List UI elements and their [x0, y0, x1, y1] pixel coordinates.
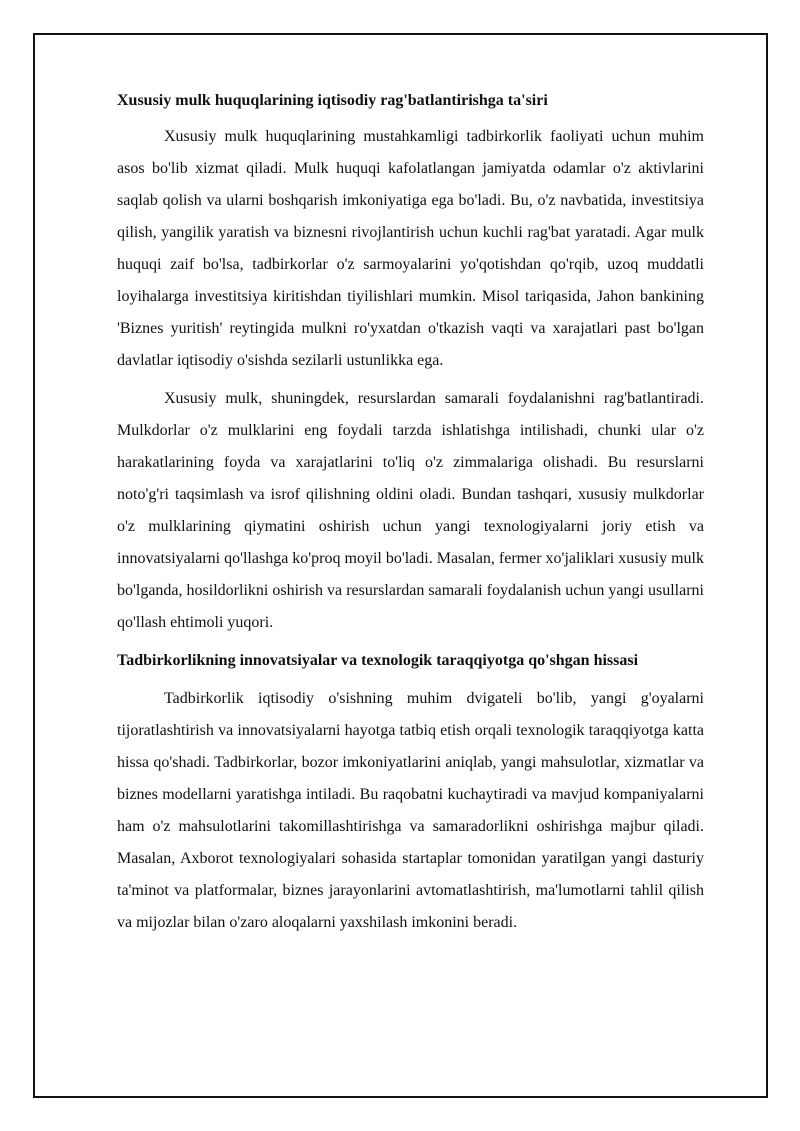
- paragraph: Xususiy mulk, shuningdek, resurslardan samarali foydalanishni rag'batlantiradi. Mulkdorlar o'z mulklarini eng foydali tarzda ishlatishga intilishadi, chunki ular o'z harakatlarining foyda va xarajatlarini to'liq o'z zimmalariga olishadi. Bu resurslarni noto'g'ri taqsimlash va isrof qilishning oldini oladi. Bundan tashqari, xususiy mulkdorlar o'z mulklarining qiymatini oshirish uchun yangi texnologiyalarni joriy etish va innovatsiyalarni qo'llashga ko'proq moyil bo'ladi. Masalan, fermer xo'jaliklari xususiy mulk bo'lganda, hosildorlikni oshirish va resurslardan samarali foydalanish uchun yangi usullarni qo'llash ehtimoli yuqori.: [117, 390, 704, 631]
- paragraph: Xususiy mulk huquqlarining mustahkamligi tadbirkorlik faoliyati uchun muhim asos bo'lib xizmat qiladi. Mulk huquqi kafolatlangan jamiyatda odamlar o'z aktivlarini saqlab qolish va ularni boshqarish imkoniyatiga ega bo'ladi. Bu, o'z navbatida, investitsiya qilish, yangilik yaratish va biznesni rivojlantirish uchun kuchli rag'bat yaratadi. Agar mulk huquqi zaif bo'lsa, tadbirkorlar o'z sarmoyalarini yo'qotishdan qo'rqib, uzoq muddatli loyihalarga investitsiya kiritishdan tiyilishlari mumkin. Misol tariqasida, Jahon bankining 'Biznes yuritish' reytingida mulkni ro'yxatdan o'tkazish vaqti va xarajatlari past bo'lgan davlatlar iqtisodiy o'sishda sezilarli ustunlikka ega.: [117, 128, 704, 369]
- document-content: [117, 91, 704, 945]
- section-heading: Xususiy mulk huquqlarining iqtisodiy rag'batlantirishga ta'siri: [117, 92, 548, 109]
- section-heading: Tadbirkorlikning innovatsiyalar va texnologik taraqqiyotga qo'shgan hissasi: [117, 652, 639, 669]
- paragraph: Tadbirkorlik iqtisodiy o'sishning muhim dvigateli bo'lib, yangi g'oyalarni tijoratlashtirish va innovatsiyalarni hayotga tatbiq etish orqali texnologik taraqqiyotga katta hissa qo'shadi. Tadbirkorlar, bozor imkoniyatlarini aniqlab, yangi mahsulotlar, xizmatlar va biznes modellarni yaratishga intiladi. Bu raqobatni kuchaytiradi va mavjud kompaniyalarni ham o'z mahsulotlarini takomillashtirishga va samaradorlikni oshirishga majbur qiladi. Masalan, Axborot texnologiyalari sohasida startaplar tomonidan yaratilgan yangi dasturiy ta'minot va platformalar, biznes jarayonlarini avtomatlashtirish, ma'lumotlarni tahlil qilish va mijozlar bilan o'zaro aloqalarni yaxshilash imkonini beradi.: [117, 690, 704, 931]
- document-page: [33, 33, 768, 1098]
